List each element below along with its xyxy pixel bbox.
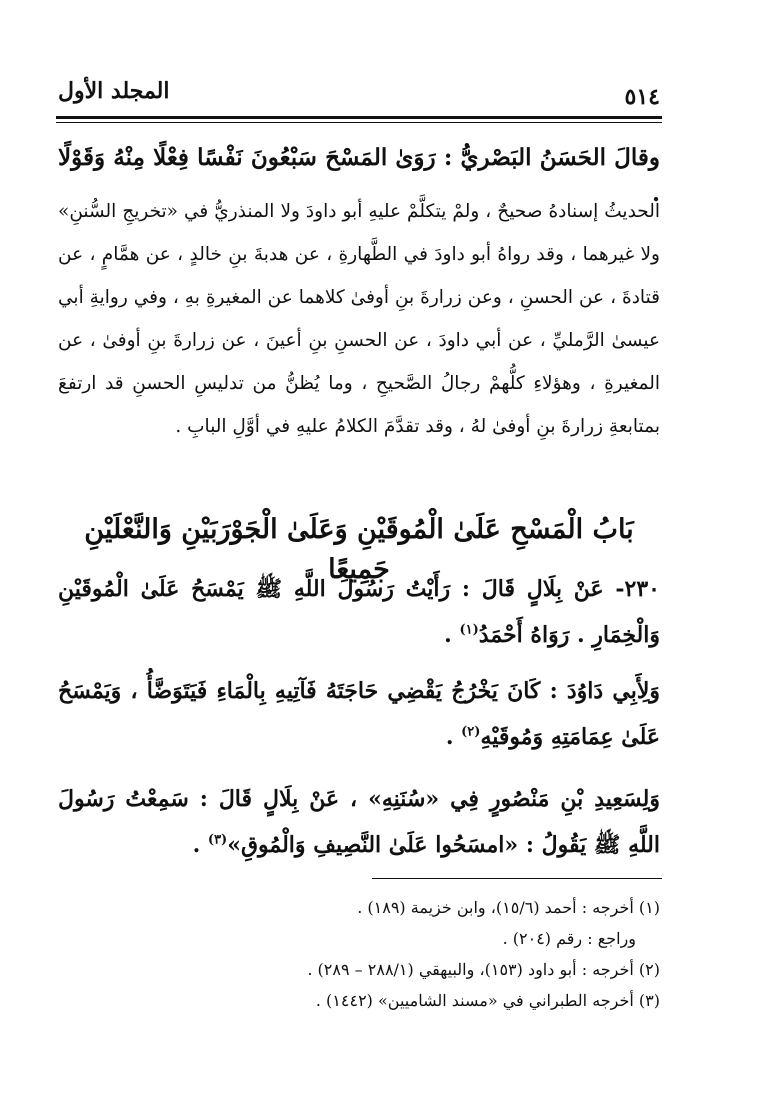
footnote-3: (٣) أخرجه الطبراني في «مسند الشاميين» (١٤٤٢) . — [315, 991, 660, 1010]
hadith-said-ibn-mansur — [58, 776, 660, 868]
footnotes — [58, 892, 660, 1016]
chapter-title: بَابُ الْمَسْحِ عَلَىٰ الْمُوقَيْنِ وَعَلَىٰ الْجَوْرَبَيْنِ وَالنَّعْلَيْنِ جَمِيعًا — [84, 514, 634, 585]
volume-title: المجلد الأول — [58, 78, 170, 104]
footnote-2: (٢) أخرجه : أبو داود (١٥٣)، والبيهقي (٢٨٨/١ – ٢٨٩) . — [307, 960, 660, 979]
footnote-separator — [372, 878, 662, 879]
hadith-tail: . — [444, 622, 460, 648]
footnote-ref: (٢) — [461, 724, 481, 740]
footnote-ref: (٣) — [207, 832, 228, 848]
header-rule-thin — [56, 122, 662, 123]
hadith-230 — [58, 566, 660, 658]
hadith-abu-dawud — [58, 668, 660, 760]
footnote-1: (١) أخرجه : أحمد (١٥/٦)، وابن خزيمة (١٨٩) . — [357, 898, 660, 917]
hadith-tail: . — [192, 832, 208, 858]
hadith-tail: . — [445, 724, 462, 750]
page-number: ٥١٤ — [624, 84, 660, 110]
footnote-1-see-also: وراجع : رقم (٢٠٤) . — [502, 929, 636, 948]
hadith-text: وَلِأَبِي دَاوُدَ : كَانَ يَخْرُجُ يَقْضِي حَاجَتَهُ فَآتِيهِ بِالْمَاءِ فَيَتَوَضَّأُ ، وَيَمْسَحُ عَلَىٰ عِمَامَتِهِ وَمُوقَيْهِ — [58, 678, 660, 750]
hasan-basri-quote: وقالَ الحَسَنُ البَصْريُّ : رَوَىٰ المَسْحَ سَبْعُونَ نَفْسًا فِعْلًا مِنْهُ وَقَوْلًا . — [58, 144, 660, 207]
header-rule-thick — [56, 116, 662, 119]
footnote-ref: (١) — [459, 622, 479, 638]
hadith-text: وَلِسَعِيدِ بْنِ مَنْصُورٍ فِي «سُنَنِهِ» ، عَنْ بِلَالٍ قَالَ : سَمِعْتُ رَسُولَ اللَّهِ ﷺ يَقُولُ : «امسَحُوا عَلَىٰ النَّصِيفِ وَالْمُوقِ» — [58, 786, 660, 858]
running-header — [58, 74, 660, 110]
hadith-text: ٢٣٠- عَنْ بِلَالٍ قَالَ : رَأَيْتُ رَسُولَ اللَّهِ ﷺ يَمْسَحُ عَلَىٰ الْمُوقَيْنِ وَالْخِمَارِ . رَوَاهُ أَحْمَدُ — [58, 576, 660, 648]
commentary-paragraph: الحديثُ إسنادهُ صحيحٌ ، ولمْ يتكلَّمْ عليهِ أبو داودَ ولا المنذريُّ في «تخريجِ السُّننِ» ولا غيرهما ، وقد رواهُ أبو داودَ في الطَّهارةِ ، عن هدبةَ بنِ خالدٍ ، عن همَّامٍ ، عن قتادةَ ، عن الحسنِ ، وعن زرارةَ بنِ أوفىٰ كلاهما عن المغيرةِ بهِ ، وفي روايةِ أبي عيسىٰ الرَّمليِّ ، عن أبي داودَ ، عن الحسنِ بنِ أعينَ ، عن زرارةَ بنِ أوفىٰ ، عن المغيرةِ ، وهؤلاءِ كلُّهمْ رجالُ الصَّحيحِ ، وما يُظنُّ من تدليسِ الحسنِ قد ارتفعَ بمتابعةِ زرارةَ بنِ أوفىٰ لهُ ، وقد تقدَّمَ الكلامُ عليهِ في أوَّلِ البابِ . — [58, 201, 660, 437]
